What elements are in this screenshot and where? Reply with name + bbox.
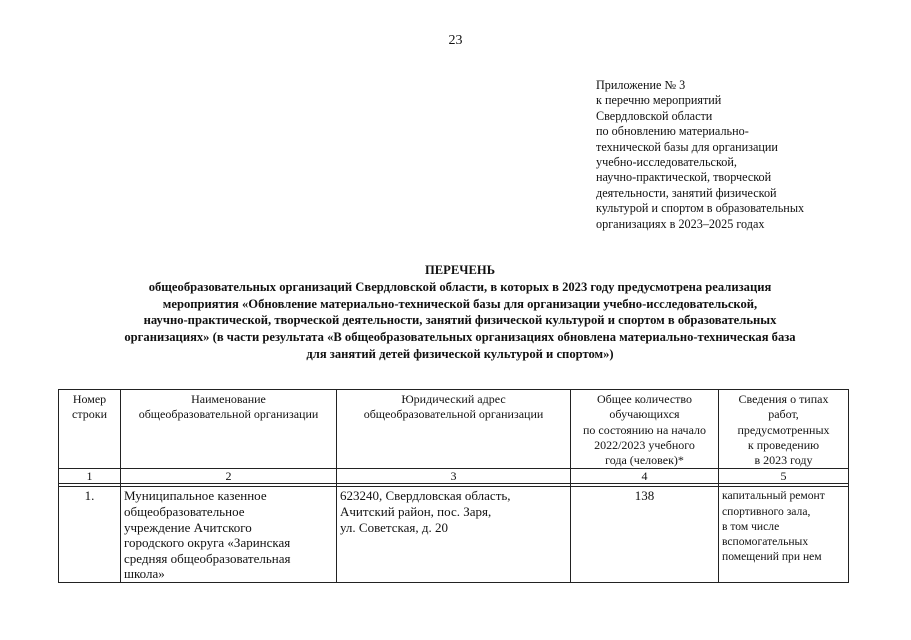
work-types: капитальный ремонт спортивного зала, в том числе вспомогательных помещений при нем bbox=[719, 487, 849, 583]
heading-line: общеобразовательных организаций Свердловской области, в которых в 2023 году предусмотрена реализация bbox=[148, 279, 772, 294]
heading-line: научно-практической, творческой деятельности, занятий физической культурой и спортом в образовательных bbox=[143, 313, 777, 328]
heading-line: организациях» (в части результата «В общеобразовательных организациях обновлена материально-техническая база bbox=[124, 330, 796, 345]
column-header-name: Наименование общеобразовательной организации bbox=[121, 390, 337, 469]
appendix-line: технической базы для организации bbox=[596, 139, 778, 154]
appendix-line: культурой и спортом в образовательных bbox=[596, 201, 805, 216]
column-number: 3 bbox=[337, 469, 571, 484]
appendix-note bbox=[596, 78, 846, 232]
column-number: 2 bbox=[121, 469, 337, 484]
appendix-line: деятельности, занятий физической bbox=[596, 185, 777, 200]
heading-line: мероприятия «Обновление материально-технической базы для организации учебно-исследовательской, bbox=[162, 296, 758, 311]
appendix-line: научно-практической, творческой bbox=[596, 170, 772, 185]
appendix-line: Приложение № 3 bbox=[596, 78, 686, 92]
column-header-address: Юридический адрес общеобразовательной организации bbox=[337, 390, 571, 469]
organizations-table bbox=[58, 389, 849, 583]
column-header-students: Общее количество обучающихся по состоянию на начало 2022/2023 учебного года (человек)* bbox=[571, 390, 719, 469]
row-number: 1. bbox=[59, 487, 121, 583]
column-number: 1 bbox=[59, 469, 121, 484]
document-heading bbox=[60, 262, 860, 363]
appendix-line: к перечню мероприятий bbox=[596, 93, 722, 108]
column-number: 4 bbox=[571, 469, 719, 484]
column-number: 5 bbox=[719, 469, 849, 484]
column-header-works: Сведения о типах работ, предусмотренных к проведению в 2023 году bbox=[719, 390, 849, 469]
table-row bbox=[59, 487, 849, 583]
appendix-line: учебно-исследовательской, bbox=[596, 155, 737, 170]
appendix-line: организациях в 2023–2025 годах bbox=[596, 216, 765, 231]
organization-name: Муниципальное казенное общеобразовательное учреждение Ачитского городского округа «Заринская средняя общеобразовательная школа» bbox=[121, 487, 337, 583]
appendix-line: Свердловской области bbox=[596, 108, 713, 123]
column-numbers-row bbox=[59, 469, 849, 484]
page-number: 23 bbox=[448, 33, 463, 48]
column-header-number: Номер строки bbox=[59, 390, 121, 469]
heading-title: ПЕРЕЧЕНЬ bbox=[424, 263, 496, 277]
table-header-row bbox=[59, 390, 849, 469]
heading-line: для занятий детей физической культурой и спортом») bbox=[306, 346, 614, 361]
appendix-line: по обновлению материально- bbox=[596, 124, 749, 139]
organization-address: 623240, Свердловская область, Ачитский район, пос. Заря, ул. Советская, д. 20 bbox=[337, 487, 571, 583]
student-count: 138 bbox=[571, 487, 719, 583]
